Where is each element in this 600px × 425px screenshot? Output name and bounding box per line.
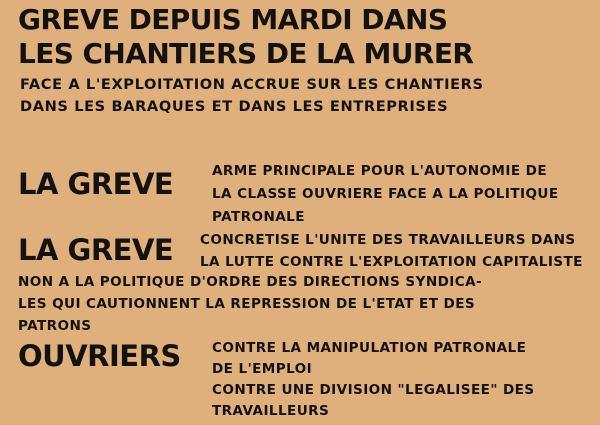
section-3-line-4: TRAVAILLEURS <box>212 403 330 419</box>
section-3-line-2: DE L'EMPLOI <box>212 361 313 377</box>
section-1-keyword: LA GREVE <box>18 167 174 201</box>
headline-line-1: GREVE DEPUIS MARDI DANS <box>18 3 448 36</box>
section-1-line-1: ARME PRINCIPALE POUR L'AUTONOMIE DE <box>212 163 548 179</box>
subheadline-line-2: DANS LES BARAQUES ET DANS LES ENTREPRISES <box>20 98 449 115</box>
section-1-line-2: LA CLASSE OUVRIERE FACE A LA POLITIQUE <box>212 186 559 202</box>
section-2-line-2: LA LUTTE CONTRE L'EXPLOITATION CAPITALISTE <box>200 254 583 270</box>
section-3-line-1: CONTRE LA MANIPULATION PATRONALE <box>212 340 527 356</box>
statement-line-1: NON A LA POLITIQUE D'ORDRE DES DIRECTIONS SYNDICA- <box>18 274 483 290</box>
section-3-line-3: CONTRE UNE DIVISION "LEGALISEE" DES <box>212 382 535 398</box>
section-2-keyword: LA GREVE <box>18 233 174 267</box>
statement-line-3: PATRONS <box>18 318 92 334</box>
section-2-line-1: CONCRETISE L'UNITE DES TRAVAILLEURS DANS <box>200 232 576 248</box>
subheadline-line-1: FACE A L'EXPLOITATION ACCRUE SUR LES CHANTIERS <box>20 76 484 93</box>
section-1-line-3: PATRONALE <box>212 209 305 225</box>
statement-line-2: LES QUI CAUTIONNENT LA REPRESSION DE L'ETAT ET DES <box>18 296 476 312</box>
section-3-keyword: OUVRIERS <box>18 339 181 373</box>
headline-line-2: LES CHANTIERS DE LA MURER <box>18 37 474 70</box>
